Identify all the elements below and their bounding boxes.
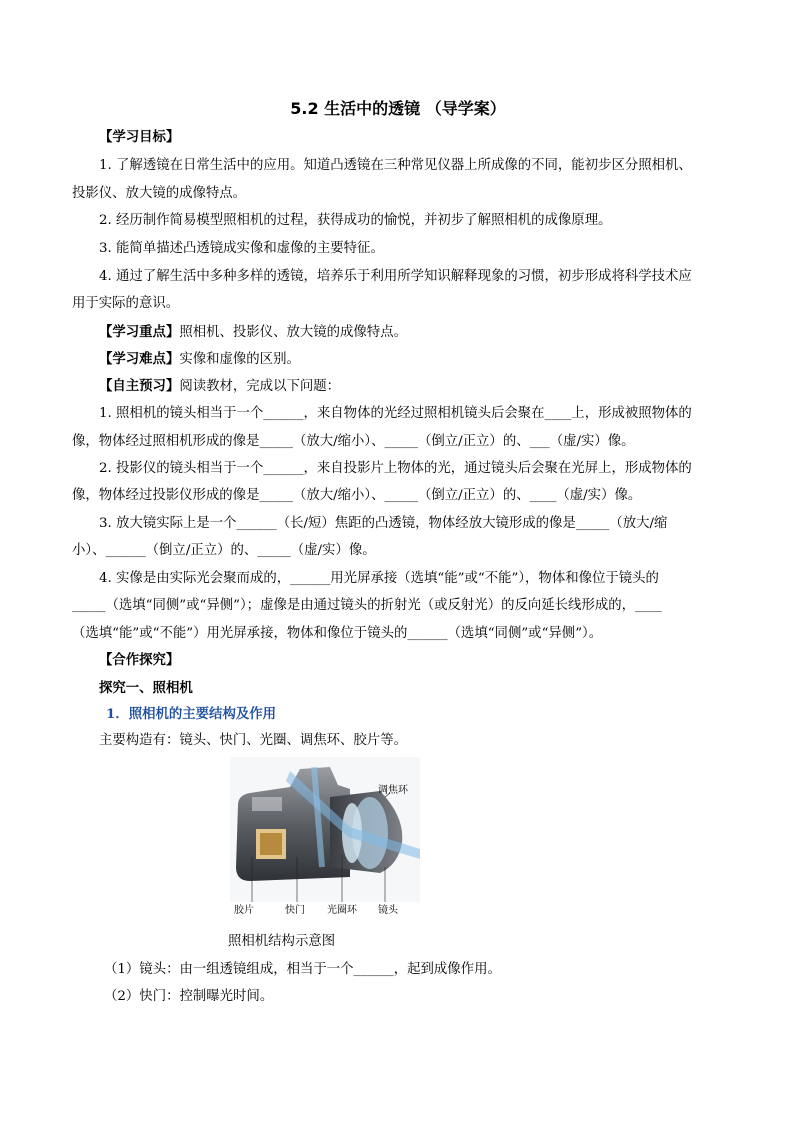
label-lens: 镜头: [378, 905, 398, 916]
explore-heading: 探究一、照相机: [99, 680, 193, 696]
preview-label: 【自主预习】: [99, 378, 180, 394]
preview-line: 2. 投影仪的镜头相当于一个______，来自投影片上物体的光，通过镜头后会聚在光屏上，形成物体的: [99, 461, 692, 476]
preview-text: 阅读教材，完成以下问题：: [179, 379, 341, 394]
preview-line: （选填“能”或“不能”）用光屏承接，物体和像位于镜头的______（选填“同侧”或“异侧”）。: [72, 626, 603, 641]
preview-line: 1. 照相机的镜头相当于一个______，来自物体的光经过照相机镜头后会聚在____上，形成被照物体的: [99, 406, 692, 421]
label-focus-ring: 调焦环: [378, 785, 408, 796]
key-points-label: 【学习重点】: [99, 324, 180, 340]
preview-line: 4. 实像是由实际光会聚而成的，______用光屏承接（选填“能”或“不能”），物体和像位于镜头的: [99, 571, 659, 586]
page-title: 5.2 生活中的透镜 （导学案）: [290, 99, 506, 118]
preview-line: 小）、______（倒立/正立）的、_____（虚/实）像。: [72, 543, 376, 558]
label-aperture-ring: 光圈环: [327, 905, 357, 916]
key-points-text: 照相机、投影仪、放大镜的成像特点。: [179, 325, 407, 340]
preview: [72, 377, 751, 396]
objective-line: 3. 能简单描述凸透镜成实像和虚像的主要特征。: [99, 241, 384, 256]
camera-illustration: [230, 757, 420, 902]
preview-line: 3. 放大镜实际上是一个______（长/短）焦距的凸透镜，物体经放大镜形成的像是_____（放大/缩: [99, 516, 668, 531]
figure-caption: 照相机结构示意图: [228, 934, 336, 949]
preview-line: 像，物体经过照相机形成的像是_____（放大/缩小）、_____（倒立/正立）的、___（虚/实）像。: [72, 434, 635, 449]
key-points: [72, 323, 751, 342]
objective-line: 1. 了解透镜在日常生活中的应用。知道凸透镜在三种常见仪器上所成像的不同，能初步区分照相机、: [99, 158, 692, 173]
item-line: （2）快门：控制曝光时间。: [104, 989, 274, 1004]
section-subheading: 1．照相机的主要结构及作用: [106, 706, 277, 722]
preview-line: 像，物体经过投影仪形成的像是_____（放大/缩小）、_____（倒立/正立）的、____（虚/实）像。: [72, 488, 642, 503]
camera-diagram: [230, 757, 420, 902]
cooperation-header: 【合作探究】: [99, 652, 180, 668]
item-line: （1）镜头：由一组透镜组成，相当于一个______，起到成像作用。: [104, 962, 501, 977]
label-film: 胶片: [234, 905, 254, 916]
preview-line: _____（选填“同侧”或“异侧”）；虚像是由通过镜头的折射光（或反射光）的反向延长线形成的，____: [72, 598, 662, 613]
difficulties: [72, 350, 751, 369]
label-shutter: 快门: [285, 905, 305, 916]
objective-line: 投影仪、放大镜的成像特点。: [72, 186, 247, 201]
objective-line: 用于实际的意识。: [72, 296, 180, 311]
objective-line: 4. 通过了解生活中多种多样的透镜，培养乐于利用所学知识解释现象的习惯，初步形成将科学技术应: [99, 269, 692, 284]
structure-text: 主要构造有：镜头、快门、光圈、调焦环、胶片等。: [99, 733, 407, 748]
objectives-header: 【学习目标】: [99, 129, 180, 145]
objective-line: 2. 经历制作简易模型照相机的过程，获得成功的愉悦，并初步了解照相机的成像原理。: [99, 213, 612, 228]
difficulties-text: 实像和虚像的区别。: [179, 352, 300, 367]
difficulties-label: 【学习难点】: [99, 351, 180, 367]
